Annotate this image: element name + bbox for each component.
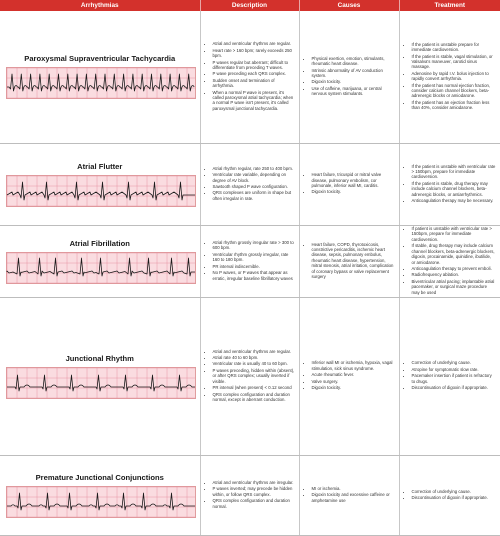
causes-cell xyxy=(299,297,399,455)
treatment-list xyxy=(400,226,500,295)
list-item: • Correction of underlying cause. xyxy=(412,360,497,365)
list-item: • MI or ischemia. xyxy=(312,486,395,491)
description-cell xyxy=(200,455,299,535)
list-item: • No P waves, or P waves that appear as erratic, irregular baseline fibrillatory waves xyxy=(213,270,295,281)
list-item: • Radiofrequency ablation. xyxy=(412,272,497,277)
description-list xyxy=(201,480,299,509)
list-item: • P waves regular but aberrant; difficult to differentiate from preceding T waves. xyxy=(213,60,295,71)
list-item: • Inferior wall MI or ischemia, hypoxia, vagal stimulation, sick sinus syndrome. xyxy=(312,360,395,371)
header-causes: Causes xyxy=(299,0,399,11)
list-item: • Ventricular rhythm grossly irregular, rate 160 to 180 bpm. xyxy=(213,252,295,263)
list-item: • Acute rheumatic fever. xyxy=(312,372,395,377)
list-item: • P wave preceding each QRS complex. xyxy=(213,71,295,76)
treatment-list xyxy=(400,164,500,204)
list-item: • QRS complex configuration and duration normal, except in aberrant conduction. xyxy=(213,392,295,403)
causes-cell xyxy=(299,143,399,225)
table-row xyxy=(0,143,500,225)
header-arrhythmias: Arrhythmias xyxy=(0,0,200,11)
list-item: • Correction of underlying cause. xyxy=(412,489,497,494)
list-item: • If the patient is unstable with ventricular rate > 150bpm, prepare for immediate cardioversion. xyxy=(412,164,497,180)
table-row xyxy=(0,455,500,535)
arrhythmia-name: Premature Junctional Conjunctions xyxy=(6,473,194,482)
causes-list xyxy=(300,172,399,195)
list-item: • If patient is unstable with ventricular rate > 150bpm, prepare for immediate cardioversion. xyxy=(412,226,497,242)
header-description: Description xyxy=(200,0,299,11)
list-item: • Digoxin toxicity and excessive caffeine or amphetamine use xyxy=(312,492,395,503)
list-item: • Atrial and ventricular rhythms are irregular. xyxy=(213,480,295,485)
list-item: • Valve surgery. xyxy=(312,379,395,384)
list-item: • Heart failure, tricuspid or mitral valve disease, pulmonary embolism, cor pulmonale, inferior wall MI, carditis. xyxy=(312,172,395,188)
treatment-cell xyxy=(399,143,500,225)
causes-cell xyxy=(299,455,399,535)
list-item: • Physical exertion, emotion, stimulants, rheumatic heart disease. xyxy=(312,56,395,67)
list-item: • Atrial rate 40 to 60 bpm. xyxy=(213,355,295,360)
list-item: • When a normal P wave is present, it's called paroxysmal atrial tachycardia; when a normal P wave isn't present, it's called paroxysmal junctional tachycardia. xyxy=(213,90,295,112)
list-item: • Digoxin toxicity. xyxy=(312,189,395,194)
treatment-cell xyxy=(399,455,500,535)
list-item: • Atrial rhythm grossly irregular rate > 300 to 600 bpm. xyxy=(213,240,295,251)
arrhythmia-name: Junctional Rhythm xyxy=(6,354,194,363)
list-item: • Atropine for symptomatic slow rate. xyxy=(412,367,497,372)
arrhythmia-cell xyxy=(0,225,200,297)
list-item: • Sudden onset and termination of arrhythmia. xyxy=(213,78,295,89)
arrhythmia-cell xyxy=(0,143,200,225)
description-cell xyxy=(200,11,299,143)
list-item: • Intrinsic abnormality of AV conduction system. xyxy=(312,68,395,79)
treatment-cell xyxy=(399,11,500,143)
list-item: • Use of caffeine, marijuana, or central nervous system stimulants. xyxy=(312,86,395,97)
ecg-strip xyxy=(6,252,196,284)
arrhythmia-cell xyxy=(0,297,200,455)
list-item: • If the patient is unstable prepare for immediate cardioversion. xyxy=(412,42,497,53)
causes-list xyxy=(300,360,399,390)
list-item: • Sawtooth shaped P wave configuration. xyxy=(213,184,295,189)
arrhythmia-name: Atrial Flutter xyxy=(6,162,194,171)
description-list xyxy=(201,349,299,403)
arrhythmia-cell xyxy=(0,455,200,535)
list-item: • QRS complexes are uniform in shape but often irregular in rate. xyxy=(213,190,295,201)
treatment-cell xyxy=(399,297,500,455)
list-item: • Discontinuation of digoxin if appropriate. xyxy=(412,495,497,500)
list-item: • Heart rate > 160 bpm; rarely exceeds 250 bpm. xyxy=(213,48,295,59)
description-list xyxy=(201,166,299,201)
list-item: • If the patient is stable, vagal stimulation, or Valsalva's maneuver, carotid sinus massage. xyxy=(412,54,497,70)
causes-list xyxy=(300,486,399,503)
list-item: • Pacemaker insertion if patient is refractory to drugs. xyxy=(412,373,497,384)
list-item: • Ventricular rate is usually 40 to 60 bpm. xyxy=(213,361,295,366)
list-item: • If stable, drug therapy may include calcium channel blockers, beta-adrenergic blockers, digoxin, procainamide, quinidine, ibutilide, or amiodarone. xyxy=(412,243,497,265)
list-item: • P waves preceding, hidden within (absent), or after QRS complex; usually inverted if visible. xyxy=(213,368,295,384)
list-item: • Adenosine by rapid I.V. bolus injection to rapidly convert arrhythmia. xyxy=(412,71,497,82)
ecg-strip xyxy=(6,367,196,399)
list-item: • Atrial rhythm regular, rate 250 to 400 bpm. xyxy=(213,166,295,171)
list-item: • Biventricular atrial pacing; implantable atrial pacemaker, or surgical maze procedure may be used xyxy=(412,279,497,295)
list-item: • Discontinuation of digoxin if appropriate. xyxy=(412,385,497,390)
table-row xyxy=(0,11,500,143)
treatment-list xyxy=(400,489,500,501)
list-item: • If the patient has an ejection fraction less than 40%, consider amiodarone. xyxy=(412,100,497,111)
causes-cell xyxy=(299,11,399,143)
list-item: • PR interval (when present) < 0.12 second xyxy=(213,385,295,390)
table-header xyxy=(0,0,500,11)
description-cell xyxy=(200,297,299,455)
list-item: • P waves inverted; may precede be hidden within, or follow QRS complex. xyxy=(213,486,295,497)
list-item: • Digoxin toxicity. xyxy=(312,79,395,84)
header-treatment: Treatment xyxy=(399,0,500,11)
description-list xyxy=(201,240,299,281)
causes-cell xyxy=(299,225,399,297)
list-item: • If the patient is stable, drug therapy may include calcium channel blockers, beta-adrenergic blocks, or antiarrhythmics. xyxy=(412,181,497,197)
list-item: • Atrial and ventricular rhythms are regular. xyxy=(213,349,295,354)
description-list xyxy=(201,41,299,111)
causes-list xyxy=(300,56,399,97)
list-item: • QRS complex configuration and duration normal. xyxy=(213,498,295,509)
description-cell xyxy=(200,143,299,225)
description-cell xyxy=(200,225,299,297)
list-item: • Digoxin toxicity. xyxy=(312,385,395,390)
treatment-cell xyxy=(399,225,500,297)
causes-list xyxy=(300,242,399,280)
ecg-strip xyxy=(6,486,196,518)
arrhythmia-cell xyxy=(0,11,200,143)
treatment-list xyxy=(400,360,500,390)
list-item: • Atrial and ventricular rhythms are regular. xyxy=(213,41,295,46)
table-body xyxy=(0,11,500,535)
list-item: • Heart failure, COPD, thyrotoxicosis, constrictive pericarditis, ischemic heart disease, sepsis, pulmonary embolus, rheumatic heart disease, hypertension, mitral stenosis, atrial irritation, complication of coronary bypass or valve replacement surgery xyxy=(312,242,395,280)
list-item: • Ventricular rate variable, depending on degree of AV block. xyxy=(213,172,295,183)
arrhythmia-name: Atrial Fibrillation xyxy=(6,239,194,248)
list-item: • If the patient has normal ejection fraction, consider calcium channel blockers, beta-adrenergic blocks or amiodarone. xyxy=(412,83,497,99)
arrhythmia-name: Paroxysmal Supraventricular Tachycardia xyxy=(6,54,194,63)
table-row xyxy=(0,297,500,455)
list-item: • Anticoagulation therapy may be necessary. xyxy=(412,198,497,203)
list-item: • PR interval indiscernible. xyxy=(213,264,295,269)
table-row xyxy=(0,225,500,297)
list-item: • Anticoagulation therapy to prevent emboli. xyxy=(412,266,497,271)
ecg-strip xyxy=(6,175,196,207)
treatment-list xyxy=(400,42,500,111)
ecg-strip xyxy=(6,67,196,99)
